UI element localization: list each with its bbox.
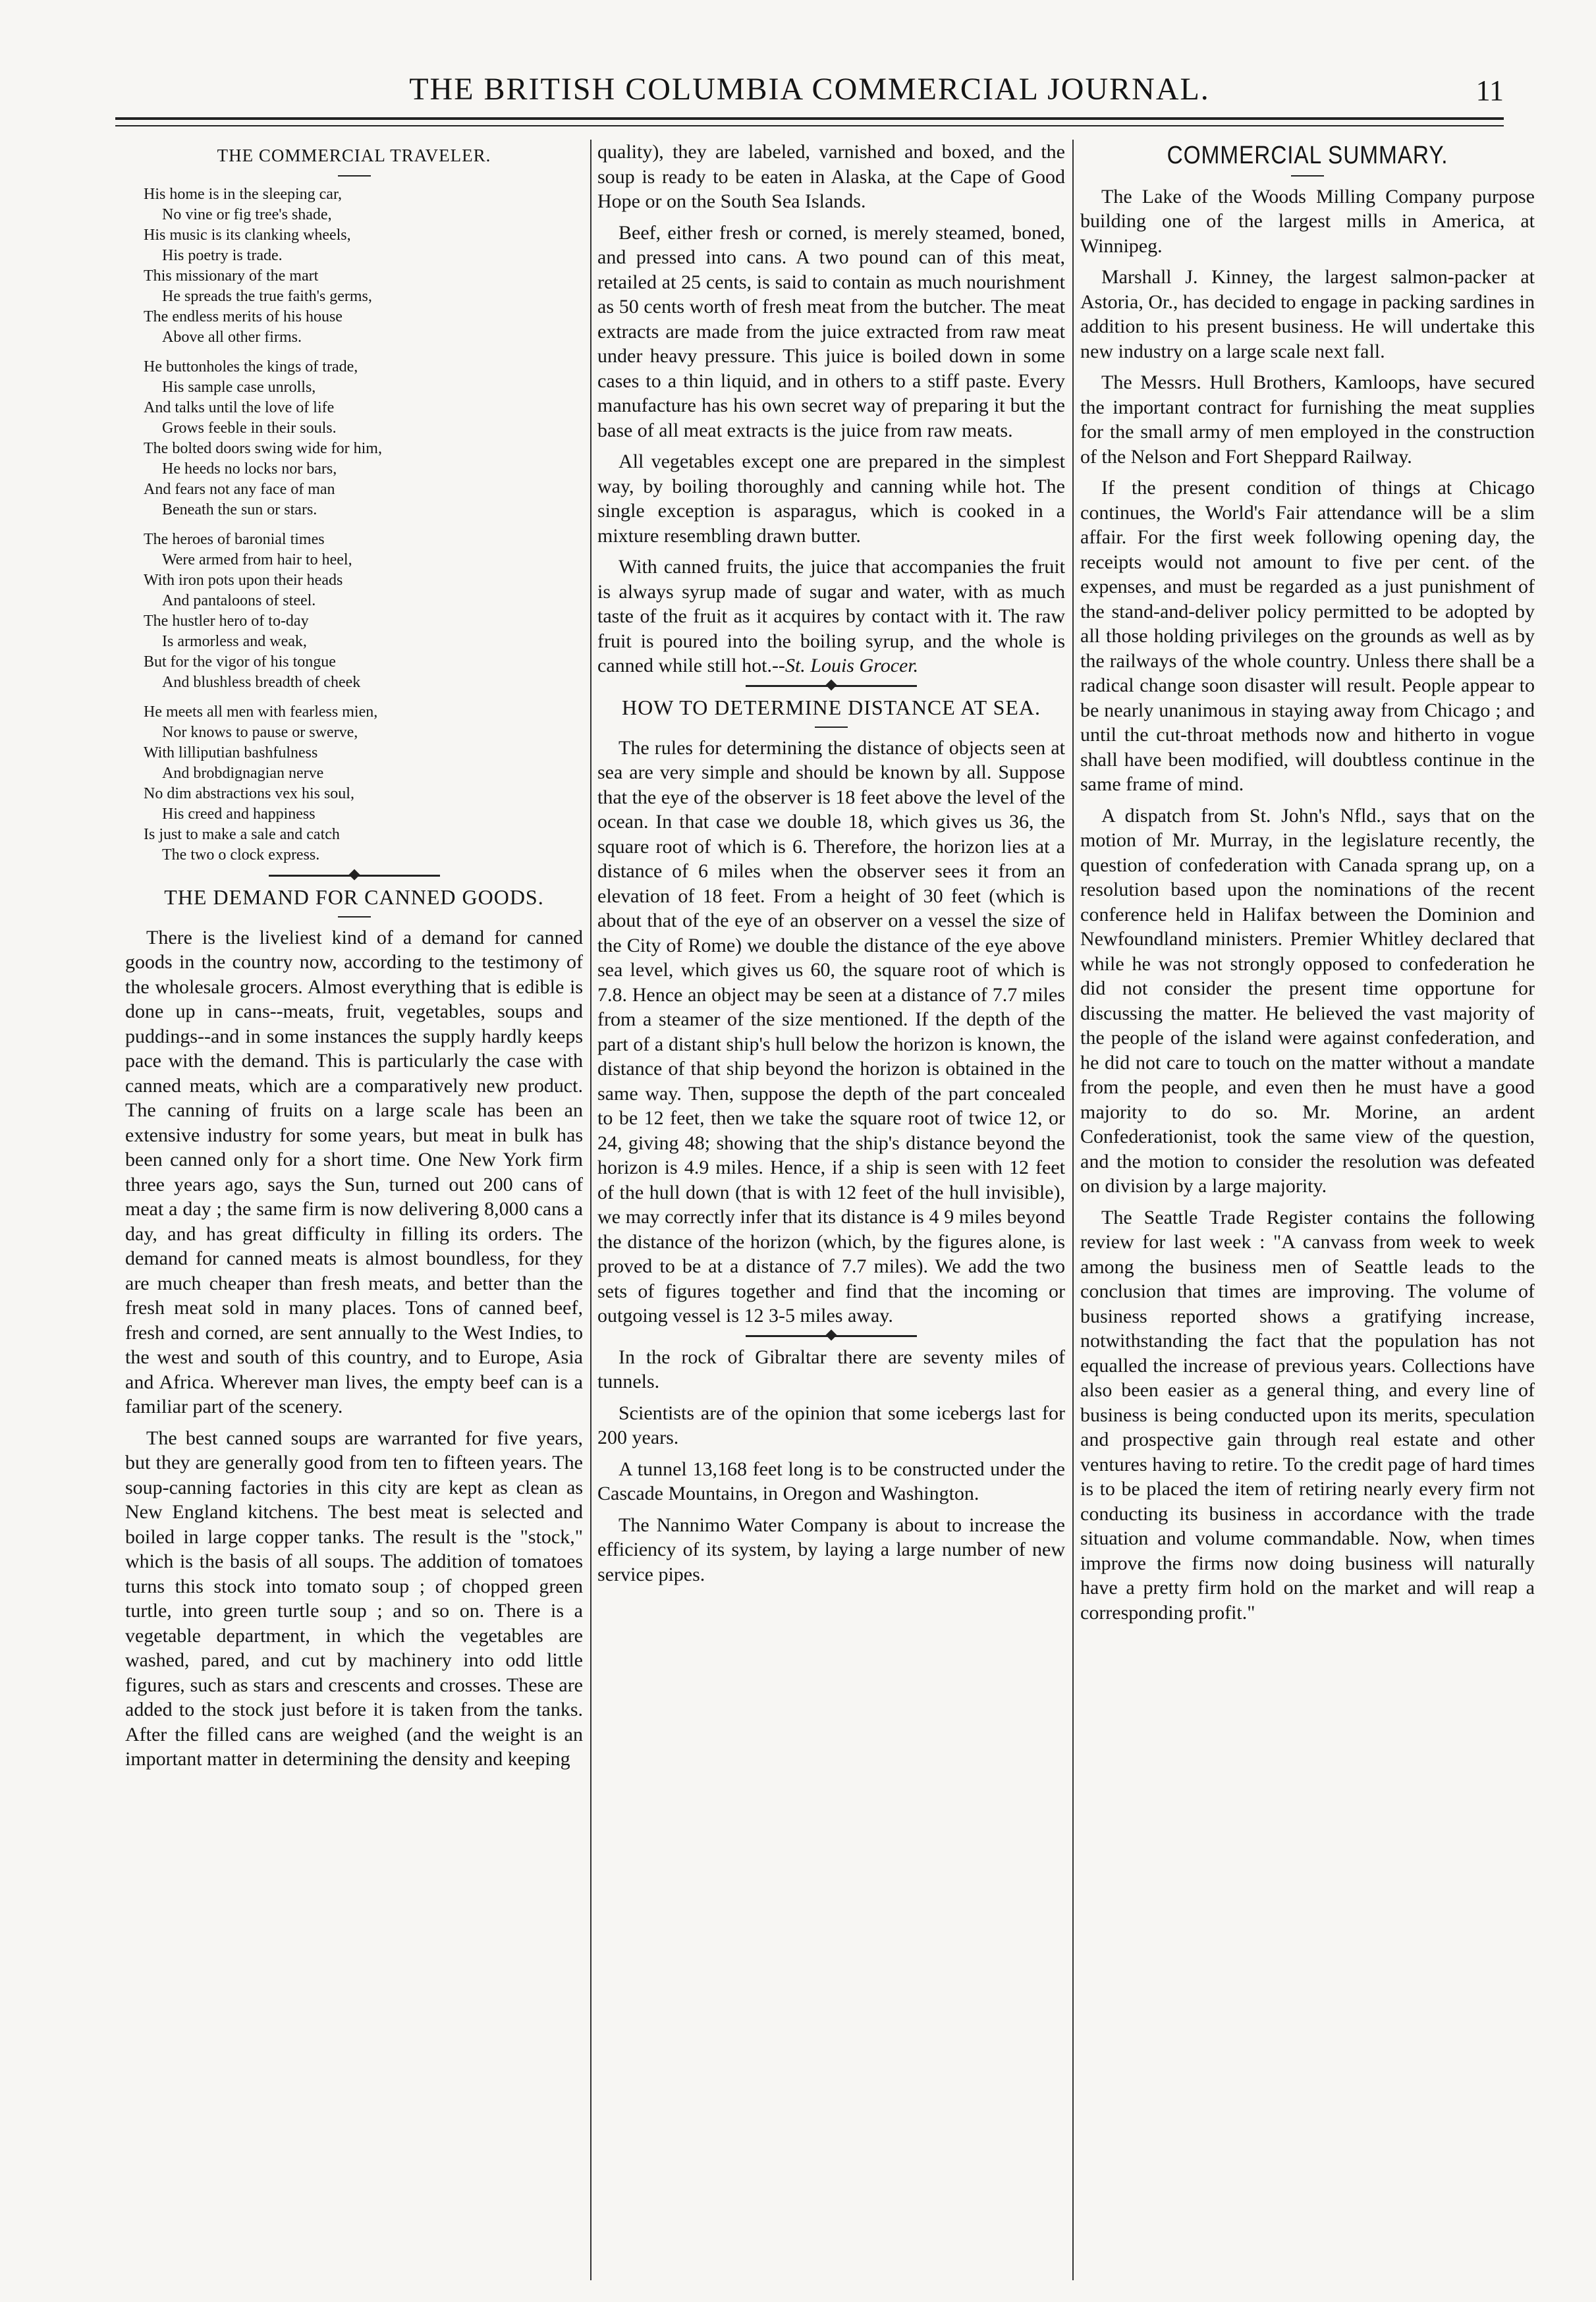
- section-title: COMMERCIAL SUMMARY.: [1167, 142, 1448, 169]
- poem-line: His sample case unrolls,: [162, 378, 316, 396]
- column-2: [597, 140, 1065, 2261]
- poem-line: The two o clock express.: [162, 846, 320, 863]
- header-rule: [115, 117, 1504, 120]
- poem-line: This missionary of the mart: [144, 267, 319, 285]
- poem-line: He buttonholes the kings of trade,: [144, 358, 358, 375]
- article-paragraph: [597, 555, 1065, 678]
- article-title: HOW TO DETERMINE DISTANCE AT SEA.: [621, 695, 1041, 719]
- brief-item: A tunnel 13,168 feet long is to be constructed under the Cascade Mountains, in Oregon and Washington.: [597, 1458, 1065, 1504]
- poem-line: His home is in the sleeping car,: [144, 185, 342, 203]
- poem-line: Beneath the sun or stars.: [162, 501, 317, 518]
- poem-line: The endless merits of his house: [144, 308, 343, 325]
- brief-item: In the rock of Gibraltar there are seventy miles of tunnels.: [597, 1346, 1065, 1392]
- title-dash: [338, 916, 371, 918]
- poem-line: But for the vigor of his tongue: [144, 653, 336, 671]
- poem-line: The bolted doors swing wide for him,: [144, 439, 382, 457]
- column-3: [1080, 140, 1535, 2261]
- section-ornament: [269, 875, 440, 877]
- poem-line: He spreads the true faith's germs,: [162, 287, 372, 305]
- article-paragraph: There is the liveliest kind of a demand for canned goods in the country now, according to the testimony of the wholesale grocers. Almost everything that is edible is done up in cans--meats, fruit, vegetables, soups and puddings--and in some instances the supply hardly keeps pace with the demand. This is particularly the case with canned meats, which are a comparatively new product. The canning of fruits on a large scale has been an extensive industry for some years, but meat in bulk has been canned only for a short time. One New York firm three years ago, says the Sun, turned out 200 cans of meat a day ; the same firm is now delivering 8,000 cans a day, and has great difficulty in filling its orders. The demand for canned meats is almost boundless, for they are much cheaper than fresh meats, and better than the fresh meat sold in many places. Tons of canned beef, fresh and corned, are sent annually to the West Indies, to the west and south of this country, and to Europe, Asia and Africa. Wherever man lives, the empty beef can is a familiar part of the scenery.: [125, 926, 583, 1417]
- summary-paragraph: The Lake of the Woods Milling Company purpose building one of the largest mills in America, at Winnipeg.: [1080, 185, 1535, 257]
- poem-line: His poetry is trade.: [162, 246, 283, 264]
- poem-stanza: [144, 184, 583, 348]
- summary-paragraph: If the present condition of things at Chicago continues, the World's Fair attendance will be a slim affair. For the first week following opening day, the receipts would not amount to five per cent. of the expenses, and must be regarded as a just punishment of the stand-and-deliver policy permitted to be adopted by all those holding privileges on the grounds as well as by the railways of the whole country. Unless there shall be a radical change soon disaster will result. People appear to be nearly unanimous in staying away from Chicago ; and until the cut-throat methods now and hitherto in vogue shall have been modified, will doubtless continue in the same frame of mind.: [1080, 477, 1535, 795]
- article-signature: St. Louis Grocer.: [784, 655, 919, 676]
- poem-line: And fears not any face of man: [144, 480, 335, 498]
- header-rule-thin: [115, 125, 1504, 126]
- column-divider-1: [590, 140, 592, 2280]
- brief-item: Scientists are of the opinion that some icebergs last for 200 years.: [597, 1402, 1065, 1448]
- article-paragraph: The best canned soups are warranted for five years, but they are generally good from ten to fifteen years. The soup-canning factories in this city are kept as clean as New England kitchens. The best meat is selected and boiled in large copper tanks. The result is the "stock," which is the basis of all soups. The addition of tomatoes turns this stock into tomato soup ; of chopped green turtle, into green turtle soup ; and so on. There is a vegetable department, in which the vegetables are washed, pared, and cut by machinery into odd little figures, such as stars and crescents and crosses. These are added to the stock just before it is taken from the tanks. After the filled cans are weighed (and the weight is an important matter in determining the density and keeping: [125, 1427, 583, 1770]
- poem-line: Nor knows to pause or swerve,: [162, 723, 358, 741]
- poem-line: With iron pots upon their heads: [144, 571, 343, 589]
- poem-line: And brobdignagian nerve: [162, 764, 324, 782]
- article-title: THE DEMAND FOR CANNED GOODS.: [164, 885, 544, 909]
- poem-line: The heroes of baronial times: [144, 530, 325, 548]
- section-ornament: [746, 1335, 917, 1337]
- section-ornament: [746, 685, 917, 687]
- poem-line: Grows feeble in their souls.: [162, 419, 337, 437]
- brief-item: The Nannimo Water Company is about to increase the efficiency of its system, by laying a large number of new service pipes.: [597, 1514, 1065, 1585]
- article-paragraph: quality), they are labeled, varnished and boxed, and the soup is ready to be eaten in Alaska, at the Cape of Good Hope or on the South Sea Islands.: [597, 141, 1065, 212]
- newspaper-title: THE BRITISH COLUMBIA COMMERCIAL JOURNAL.: [409, 72, 1210, 107]
- article-paragraph: Beef, either fresh or corned, is merely steamed, boned, and pressed into cans. A two pound can of this meat, retailed at 25 cents, is said to contain as much nourishment as 50 cents worth of fresh meat from the butcher. The meat extracts are made from the juice extracted from raw meat under heavy pressure. This juice is boiled down in some cases to a thin liquid, and in others to a stiff paste. Every manufacture has his own secret way of preparing it but the base of all meat extracts is the juice from raw meats.: [597, 221, 1065, 441]
- poem-line: Above all other firms.: [162, 328, 302, 346]
- poem-stanza: [144, 702, 583, 865]
- poem-line: No vine or fig tree's shade,: [162, 206, 332, 223]
- poem-line: And pantaloons of steel.: [162, 591, 316, 609]
- poem-stanza: [144, 530, 583, 693]
- column-1: [125, 140, 583, 2261]
- page-number: 11: [1475, 74, 1504, 107]
- poem-line: Is just to make a sale and catch: [144, 825, 340, 843]
- summary-paragraph: A dispatch from St. John's Nfld., says that on the motion of Mr. Murray, in the legislature recently, the question of confederation with Canada sprang up, on a resolution based upon the nominations of the recent conference held in Halifax between the Dominion and Newfoundland ministers. Premier Whitley declared that while he was not strongly opposed to confederation he did not consider the present time opportune for discussing the matter. He believed the vast majority of the people of the island were against confederation, and he did not care to touch on the matter without a mandate from the people, and even then he must have a good majority to do so. Mr. Morine, an ardent Confederationist, took the same view of the question, and the motion to consider the resolution was defeated on division by a large majority.: [1080, 804, 1535, 1197]
- title-dash: [815, 726, 848, 728]
- title-dash: [1291, 175, 1324, 177]
- poem-line: No dim abstractions vex his soul,: [144, 784, 354, 802]
- title-dash: [338, 175, 371, 177]
- poem-line: His creed and happiness: [162, 805, 316, 823]
- summary-paragraph: Marshall J. Kinney, the largest salmon-packer at Astoria, Or., has decided to engage in packing sardines in addition to his present business. He will undertake this new industry on a large scale next fall.: [1080, 266, 1535, 362]
- masthead: [115, 71, 1504, 113]
- poem-line: He meets all men with fearless mien,: [144, 703, 378, 721]
- summary-paragraph: The Messrs. Hull Brothers, Kamloops, have secured the important contract for furnishing the meat supplies for the small army of men employed in the construction of the Nelson and Fort Sheppard Railway.: [1080, 371, 1535, 468]
- summary-paragraph: The Seattle Trade Register contains the following review for last week : "A canvass from week to week among the business men of Seattle leads to the conclusion that times are improving. The volume of business reported shows a gratifying increase, notwithstanding the fact that the population has not equalled the increase of previous years. Collections have also been easier as a general thing, and every line of business is being conducted upon its merits, speculation and prospective gain through real estate and other ventures having to retire. To the credit page of hard times is to be placed the item of retiring nearly every firm not conducting its business in accordance with the trade situation and volume commandable. Now, when times improve the firms now doing business will naturally have a pretty firm hold on the market and will reap a corresponding profit.": [1080, 1206, 1535, 1624]
- poem-line: The hustler hero of to-day: [144, 612, 309, 630]
- poem-title: THE COMMERCIAL TRAVELER.: [217, 146, 491, 165]
- poem-stanza: [144, 357, 583, 520]
- poem-line: Is armorless and weak,: [162, 632, 307, 650]
- paragraph-text: With canned fruits, the juice that accompanies the fruit is always syrup made of sugar and water, with as much taste of the fruit as it acquires by contact with it. The raw fruit is poured into the boiling syrup, and the whole is canned while still hot.--: [597, 556, 1065, 676]
- article-paragraph: All vegetables except one are prepared in the simplest way, by boiling thoroughly and canning while hot. The single exception is asparagus, which is cooked in a mixture resembling drawn butter.: [597, 451, 1065, 547]
- article-paragraph: The rules for determining the distance of objects seen at sea are very simple and should be known by all. Suppose that the eye of the observer is 18 feet above the level of the ocean. In that case we double 18, which gives us 36, the square root of which is 6. Therefore, the horizon lies at a distance of 6 miles when the observer sees it from an elevation of 18 feet. From a height of 30 feet (which is about that of the eye of an observer on a vessel the size of the City of Rome) we double the distance of the eye above sea level, which gives us 60, the square root of which is 7.8. Hence an object may be seen at a distance of 7.7 miles from a steamer of the size mentioned. If the depth of the part of a distant ship's hull below the horizon is known, the distance of that ship beyond the horizon is obtained in the same way. Then, suppose the depth of the part concealed to be 12 feet, then we take the square root of twice 12, or 24, giving 48; showing that the ship's distance beyond the horizon is 4.9 miles. Hence, if a ship is seen with 12 feet of the hull down (that is with 12 feet of the hull invisible), we may correctly infer that its distance is 4 9 miles beyond the distance of the horizon (which, by the figures alone, is proved to be at a distance of 7.7 miles). We add the two sets of figures together and find that the incoming or outgoing vessel is 12 3-5 miles away.: [597, 736, 1065, 1327]
- column-divider-2: [1072, 140, 1074, 2280]
- poem-line: He heeds no locks nor bars,: [162, 460, 337, 478]
- poem: [125, 184, 583, 865]
- poem-line: And talks until the love of life: [144, 398, 335, 416]
- poem-line: Were armed from hair to heel,: [162, 551, 352, 568]
- poem-line: With lilliputian bashfulness: [144, 744, 318, 761]
- poem-line: His music is its clanking wheels,: [144, 226, 351, 244]
- poem-line: And blushless breadth of cheek: [162, 673, 361, 691]
